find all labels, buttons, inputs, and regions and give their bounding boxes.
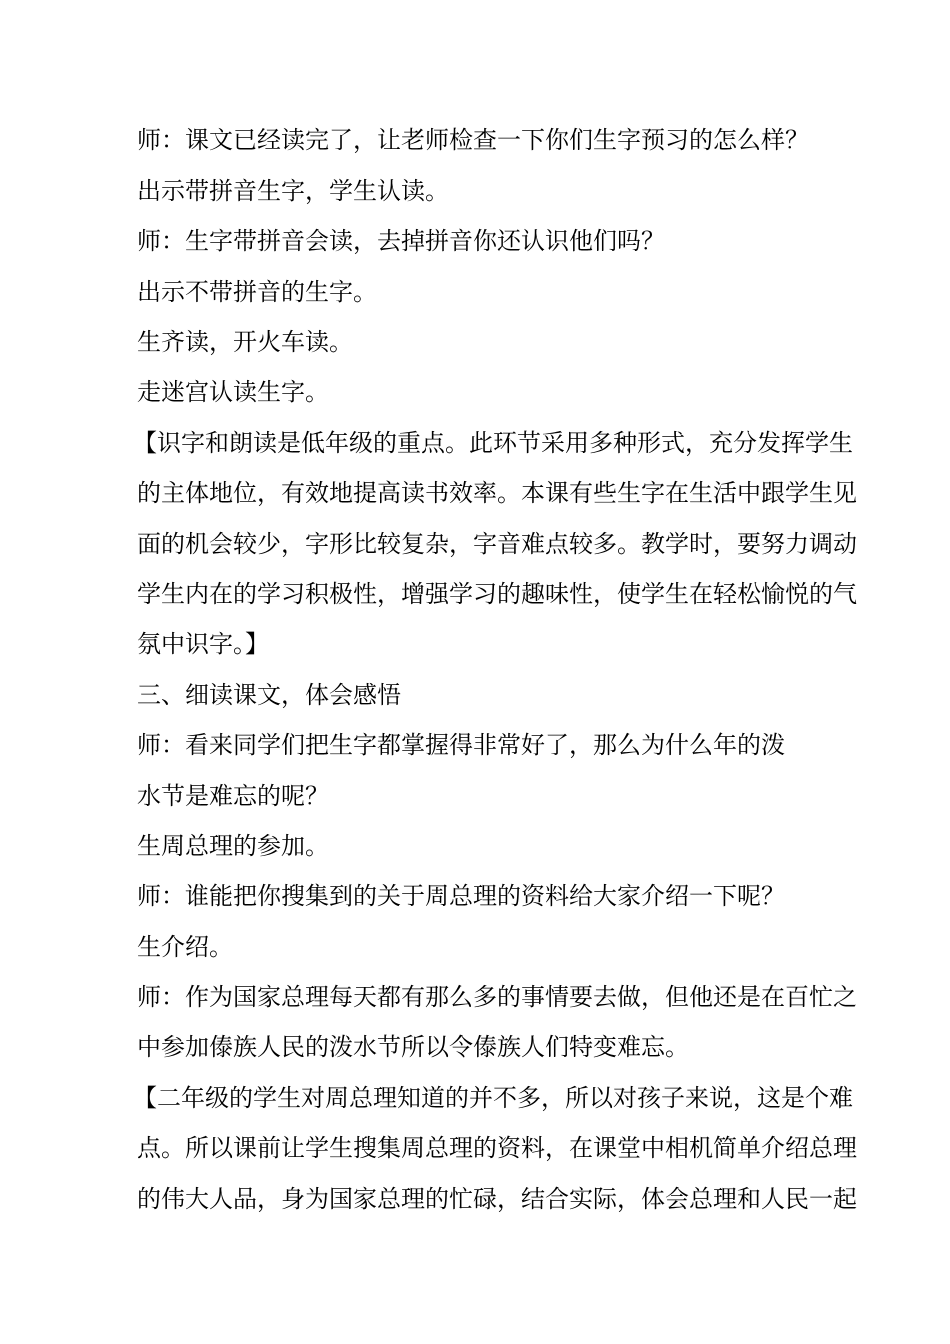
- text-line: 【识字和朗读是低年级的重点。此环节采用多种形式，充分发挥学生: [133, 429, 853, 457]
- text-line: 走迷宫认读生字。: [137, 378, 329, 406]
- text-line: 出示带拼音生字，学生认读。: [137, 177, 449, 205]
- text-line: 中参加傣族人民的泼水节所以令傣族人们特变难忘。: [137, 1033, 689, 1061]
- text-line: 生周总理的参加。: [137, 832, 329, 860]
- text-line: 生齐读，开火车读。: [137, 328, 353, 356]
- text-line: 点。所以课前让学生搜集周总理的资料，在课堂中相机简单介绍总理: [137, 1134, 857, 1162]
- text-line: 师：谁能把你搜集到的关于周总理的资料给大家介绍一下呢？: [137, 882, 785, 910]
- text-line: 氛中识字。】: [137, 630, 269, 658]
- text-line: 的伟大人品，身为国家总理的忙碌，结合实际，体会总理和人民一起: [137, 1185, 857, 1213]
- text-line: 师：课文已经读完了，让老师检查一下你们生字预习的怎么样？: [137, 126, 809, 154]
- text-line: 学生内在的学习积极性，增强学习的趣味性，使学生在轻松愉悦的气: [137, 580, 857, 608]
- section-heading: 三、细读课文，体会感悟: [137, 681, 401, 709]
- text-line: 生介绍。: [137, 933, 233, 961]
- text-line: 水节是难忘的呢？: [137, 782, 329, 810]
- text-line: 师：作为国家总理每天都有那么多的事情要去做，但他还是在百忙之: [137, 983, 857, 1011]
- text-line: 的主体地位，有效地提高读书效率。本课有些生字在生活中跟学生见: [137, 479, 857, 507]
- text-line: 师：生字带拼音会读，去掉拼音你还认识他们吗？: [137, 227, 665, 255]
- text-line: 出示不带拼音的生字。: [137, 278, 377, 306]
- text-line: 面的机会较少，字形比较复杂，字音难点较多。教学时，要努力调动: [137, 530, 857, 558]
- text-line: 【二年级的学生对周总理知道的并不多，所以对孩子来说，这是个难: [133, 1084, 853, 1112]
- text-line: 师：看来同学们把生字都掌握得非常好了，那么为什么年的泼: [137, 731, 785, 759]
